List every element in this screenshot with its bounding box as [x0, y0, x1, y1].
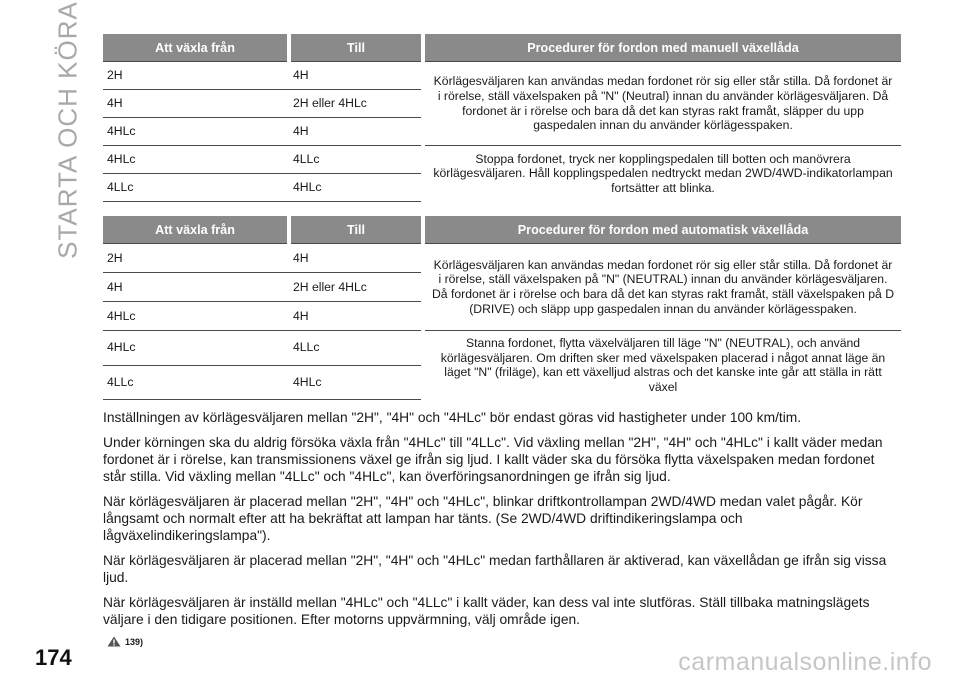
warning-triangle-icon — [107, 636, 121, 647]
header-from: Att växla från — [103, 216, 289, 244]
automatic-transmission-table — [103, 216, 901, 400]
body-paragraph: Inställningen av körlägesväljaren mellan "2H", "4H" och "4HLc" bör endast göras vid hastigheter under 100 km/tim. — [103, 410, 802, 426]
body-paragraph: När körlägesväljaren är inställd mellan "4HLc" och "4LLc" i kallt väder, kan dess val inte slutföras. Ställ tillbaka matningslägets väljare i den tidigare positionen. Efter motorns uppvärmning, välj område igen. — [103, 595, 870, 628]
to-cell: 4H — [289, 118, 423, 146]
body-paragraph: När körlägesväljaren är placerad mellan "2H", "4H" och "4HLc", blinkar driftkontrollampan 2WD/4WD medan valet pågår. Kör långsamt och normalt efter att ha bekräftat att lampan har tänts. (Se 2WD/4WD driftindikeringslampa och lågväxelindikeringslampa"). — [103, 494, 863, 544]
table-row — [103, 146, 901, 174]
from-cell: 4H — [103, 273, 289, 302]
to-cell: 4LLc — [289, 331, 423, 366]
section-title: STARTA OCH KÖRA — [52, 1, 83, 259]
to-cell: 4H — [289, 62, 423, 90]
header-to: Till — [289, 34, 423, 62]
page-content — [103, 34, 901, 647]
from-cell: 4HLc — [103, 118, 289, 146]
table-row — [103, 62, 901, 90]
table-row — [103, 244, 901, 273]
procedure-cell: Stanna fordonet, flytta växelväljaren till läge "N" (NEUTRAL), och använd körlägesväljaren. Om driften sker med växelspaken placerad i något annat läge än läget "N" (friläge), kan ett växelljud alstras och det kanske inte går att ställa in rätt växel — [423, 331, 901, 400]
from-cell: 4LLc — [103, 174, 289, 202]
header-procedure: Procedurer för fordon med automatisk växellåda — [423, 216, 901, 244]
procedure-cell: Körlägesväljaren kan användas medan fordonet rör sig eller står stilla. Då fordonet är i rörelse, ställ växelspaken på "N" (NEUTRAL) innan du använder körlägesväljaren. Då fordonet är i rörelse och bara då det kan styras rakt framåt, ställ växelspaken på D (DRIVE) och släpp upp gaspedalen innan du använder körlägesspaken. — [423, 244, 901, 331]
procedure-cell: Körlägesväljaren kan användas medan fordonet rör sig eller står stilla. Då fordonet är i rörelse, ställ växelspaken på "N" (Neutral) innan du använder körlägesväljaren. Då fordonet är i rörelse och bara då det kan styras rakt framåt, släpper du upp gaspedalen innan du använder körlägesspaken. — [423, 62, 901, 146]
warning-reference — [107, 636, 901, 647]
to-cell: 2H eller 4HLc — [289, 90, 423, 118]
to-cell: 4HLc — [289, 365, 423, 400]
to-cell: 4H — [289, 302, 423, 331]
body-paragraph: När körlägesväljaren är placerad mellan "2H", "4H" och "4HLc" medan farthållaren är aktiverad, kan växellådan ge ifrån sig vissa ljud. — [103, 553, 887, 586]
table-row — [103, 331, 901, 366]
warning-ref-number: 139) — [125, 636, 144, 647]
to-cell: 4H — [289, 244, 423, 273]
from-cell: 2H — [103, 62, 289, 90]
procedure-cell: Stoppa fordonet, tryck ner kopplingspedalen till botten och manövrera körlägesväljaren. Håll kopplingspedalen nedtryckt medan 2WD/4WD-indikatorlampan fortsätter att blinka. — [423, 146, 901, 202]
to-cell: 2H eller 4HLc — [289, 273, 423, 302]
header-procedure: Procedurer för fordon med manuell växellåda — [423, 34, 901, 62]
from-cell: 4HLc — [103, 331, 289, 366]
body-paragraph: Under körningen ska du aldrig försöka växla från "4HLc" till "4LLc". Vid växling mellan "2H", "4H" och "4HLc" i kallt väder medan fordonet är i rörelse, kan transmissionens växel ge ifrån sig ljud. I kallt väder ska du försöka flytta växelspaken medan fordonet står stilla. Vid växling mellan "4LLc" och "4HLc", kan överföringsanordningen ge ifrån sig ljud. — [103, 435, 883, 485]
watermark: carmanualsonline.info — [678, 648, 932, 676]
to-cell: 4LLc — [289, 146, 423, 174]
from-cell: 4H — [103, 90, 289, 118]
from-cell: 2H — [103, 244, 289, 273]
page-number: 174 — [35, 645, 72, 670]
from-cell: 4LLc — [103, 365, 289, 400]
from-cell: 4HLc — [103, 146, 289, 174]
from-cell: 4HLc — [103, 302, 289, 331]
to-cell: 4HLc — [289, 174, 423, 202]
manual-transmission-table — [103, 34, 901, 202]
header-from: Att växla från — [103, 34, 289, 62]
header-to: Till — [289, 216, 423, 244]
